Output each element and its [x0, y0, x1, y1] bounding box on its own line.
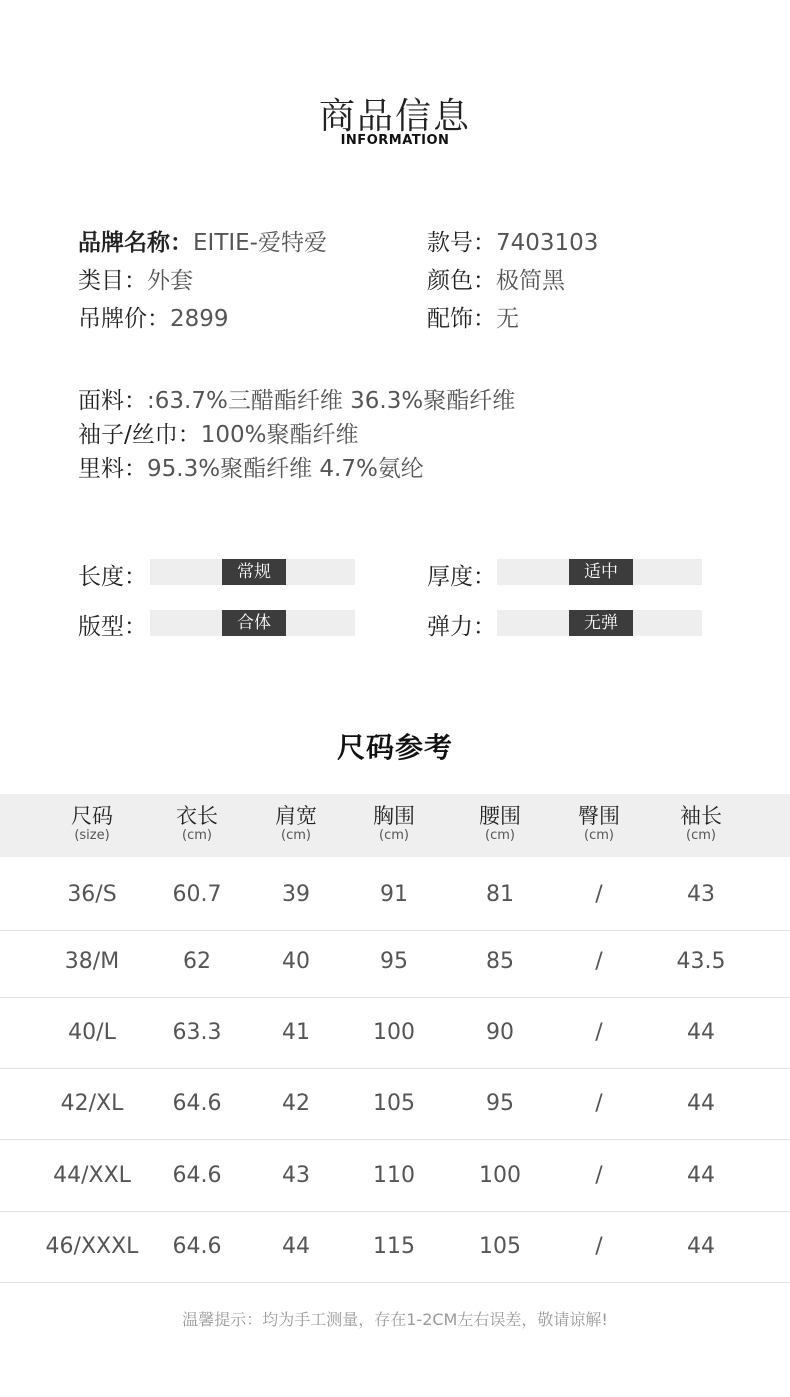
- size-cell: 64.6: [172, 1091, 222, 1116]
- size-header-name: 腰围: [479, 804, 521, 828]
- fabric-value: :63.7%三醋酯纤维 36.3%聚酯纤维: [147, 388, 516, 414]
- lining-value: 95.3%聚酯纤维 4.7%氨纶: [147, 456, 424, 482]
- lining-label: 里料：: [78, 456, 147, 482]
- size-chart-title: 尺码参考: [336, 731, 453, 764]
- size-cell: /: [595, 1091, 603, 1116]
- sleeve-label: 袖子/丝巾：: [78, 422, 201, 448]
- size-header-cell: [450, 804, 550, 844]
- info-subtitle: INFORMATION: [340, 133, 450, 148]
- size-cell: 41: [282, 1020, 310, 1045]
- elasticity-label: 弹力：: [427, 614, 496, 640]
- fit-bar: [150, 610, 355, 636]
- size-header-unit: (cm): [379, 828, 409, 843]
- size-cell: /: [595, 1020, 603, 1045]
- size-cell: 64.6: [172, 1163, 222, 1188]
- fit-label: 版型：: [78, 614, 147, 640]
- size-header-name: 袖长: [680, 804, 722, 828]
- size-header-unit: (cm): [182, 828, 212, 843]
- color-label: 颜色：: [427, 268, 496, 294]
- table-row: [0, 1211, 790, 1283]
- size-header-name: 尺码: [71, 804, 113, 828]
- thickness-bar: [497, 559, 702, 585]
- sleeve-value: 100%聚酯纤维: [200, 422, 359, 448]
- size-cell: 43: [687, 882, 715, 907]
- size-cell: 40/L: [68, 1020, 116, 1045]
- size-cell: 90: [486, 1020, 514, 1045]
- color-value: 极简黑: [496, 268, 565, 294]
- fabric-row: [78, 382, 515, 415]
- style-no-row: [427, 224, 598, 257]
- price-value: 2899: [170, 306, 229, 332]
- accessory-label: 配饰：: [427, 306, 496, 332]
- size-header-unit: (cm): [584, 828, 614, 843]
- size-cell: 115: [373, 1234, 415, 1259]
- sleeve-row: [78, 416, 359, 449]
- size-header-name: 臀围: [578, 804, 620, 828]
- thickness-tag: 适中: [569, 559, 633, 585]
- size-cell: 62: [183, 949, 211, 974]
- size-cell: 60.7: [172, 882, 222, 907]
- length-label: 长度：: [78, 564, 147, 590]
- size-cell: 110: [373, 1163, 415, 1188]
- fabric-label: 面料：: [78, 388, 147, 414]
- size-cell: 105: [373, 1091, 415, 1116]
- length-tag: 常规: [222, 559, 286, 585]
- size-cell: 43.5: [676, 949, 726, 974]
- size-cell: /: [595, 949, 603, 974]
- size-header-name: 肩宽: [275, 804, 317, 828]
- size-header-cell: [246, 804, 346, 844]
- size-header-name: 胸围: [373, 804, 415, 828]
- size-cell: 40: [282, 949, 310, 974]
- table-row: [0, 1140, 790, 1212]
- accessory-value: 无: [496, 306, 519, 332]
- measurement-tip: 温馨提示：均为手工测量，存在1-2CM左右误差，敬请谅解!: [182, 1310, 608, 1329]
- price-row: [78, 300, 229, 333]
- size-cell: 63.3: [172, 1020, 222, 1045]
- length-bar: [150, 559, 355, 585]
- size-header-cell: [42, 804, 142, 844]
- elasticity-tag: 无弹: [569, 610, 633, 636]
- size-cell: 95: [486, 1091, 514, 1116]
- size-header-cell: [549, 804, 649, 844]
- size-cell: 44: [687, 1163, 715, 1188]
- size-header-name: 衣长: [176, 804, 218, 828]
- size-header-cell: [147, 804, 247, 844]
- style-no-value: 7403103: [496, 230, 599, 256]
- category-label: 类目：: [78, 268, 147, 294]
- size-cell: 42: [282, 1091, 310, 1116]
- size-cell: 36/S: [67, 882, 117, 907]
- size-cell: 46/XXXL: [45, 1234, 139, 1259]
- size-header-unit: (cm): [686, 828, 716, 843]
- table-row: [0, 926, 790, 998]
- size-cell: 81: [486, 882, 514, 907]
- brand-value: EITIE-爱特爱: [193, 230, 327, 256]
- size-cell: 39: [282, 882, 310, 907]
- brand-row: [78, 224, 327, 257]
- size-cell: /: [595, 1163, 603, 1188]
- lining-row: [78, 450, 424, 483]
- size-cell: 44: [282, 1234, 310, 1259]
- size-header-cell: [344, 804, 444, 844]
- color-row: [427, 262, 565, 295]
- size-header-unit: (cm): [281, 828, 311, 843]
- size-header-unit: (size): [74, 828, 110, 843]
- brand-label: 品牌名称：: [78, 230, 193, 256]
- category-value: 外套: [147, 268, 193, 294]
- table-row: [0, 1068, 790, 1140]
- size-cell: /: [595, 1234, 603, 1259]
- price-label: 吊牌价：: [78, 306, 170, 332]
- info-title: 商品信息: [318, 96, 471, 137]
- size-header-unit: (cm): [485, 828, 515, 843]
- accessory-row: [427, 300, 519, 333]
- size-table-header: [0, 794, 790, 857]
- size-cell: 95: [380, 949, 408, 974]
- fit-tag: 合体: [222, 610, 286, 636]
- size-cell: 85: [486, 949, 514, 974]
- size-cell: 44: [687, 1091, 715, 1116]
- table-row: [0, 859, 790, 931]
- size-cell: 43: [282, 1163, 310, 1188]
- size-cell: 38/M: [64, 949, 120, 974]
- size-cell: 100: [373, 1020, 415, 1045]
- size-cell: 44: [687, 1020, 715, 1045]
- size-cell: 100: [479, 1163, 521, 1188]
- thickness-label: 厚度：: [427, 564, 496, 590]
- elasticity-bar: [497, 610, 702, 636]
- size-cell: 64.6: [172, 1234, 222, 1259]
- size-cell: 44: [687, 1234, 715, 1259]
- size-cell: /: [595, 882, 603, 907]
- size-header-cell: [651, 804, 751, 844]
- table-row: [0, 997, 790, 1069]
- size-cell: 91: [380, 882, 408, 907]
- style-no-label: 款号：: [427, 230, 496, 256]
- size-cell: 105: [479, 1234, 521, 1259]
- category-row: [78, 262, 193, 295]
- size-cell: 44/XXL: [53, 1163, 131, 1188]
- size-cell: 42/XL: [60, 1091, 124, 1116]
